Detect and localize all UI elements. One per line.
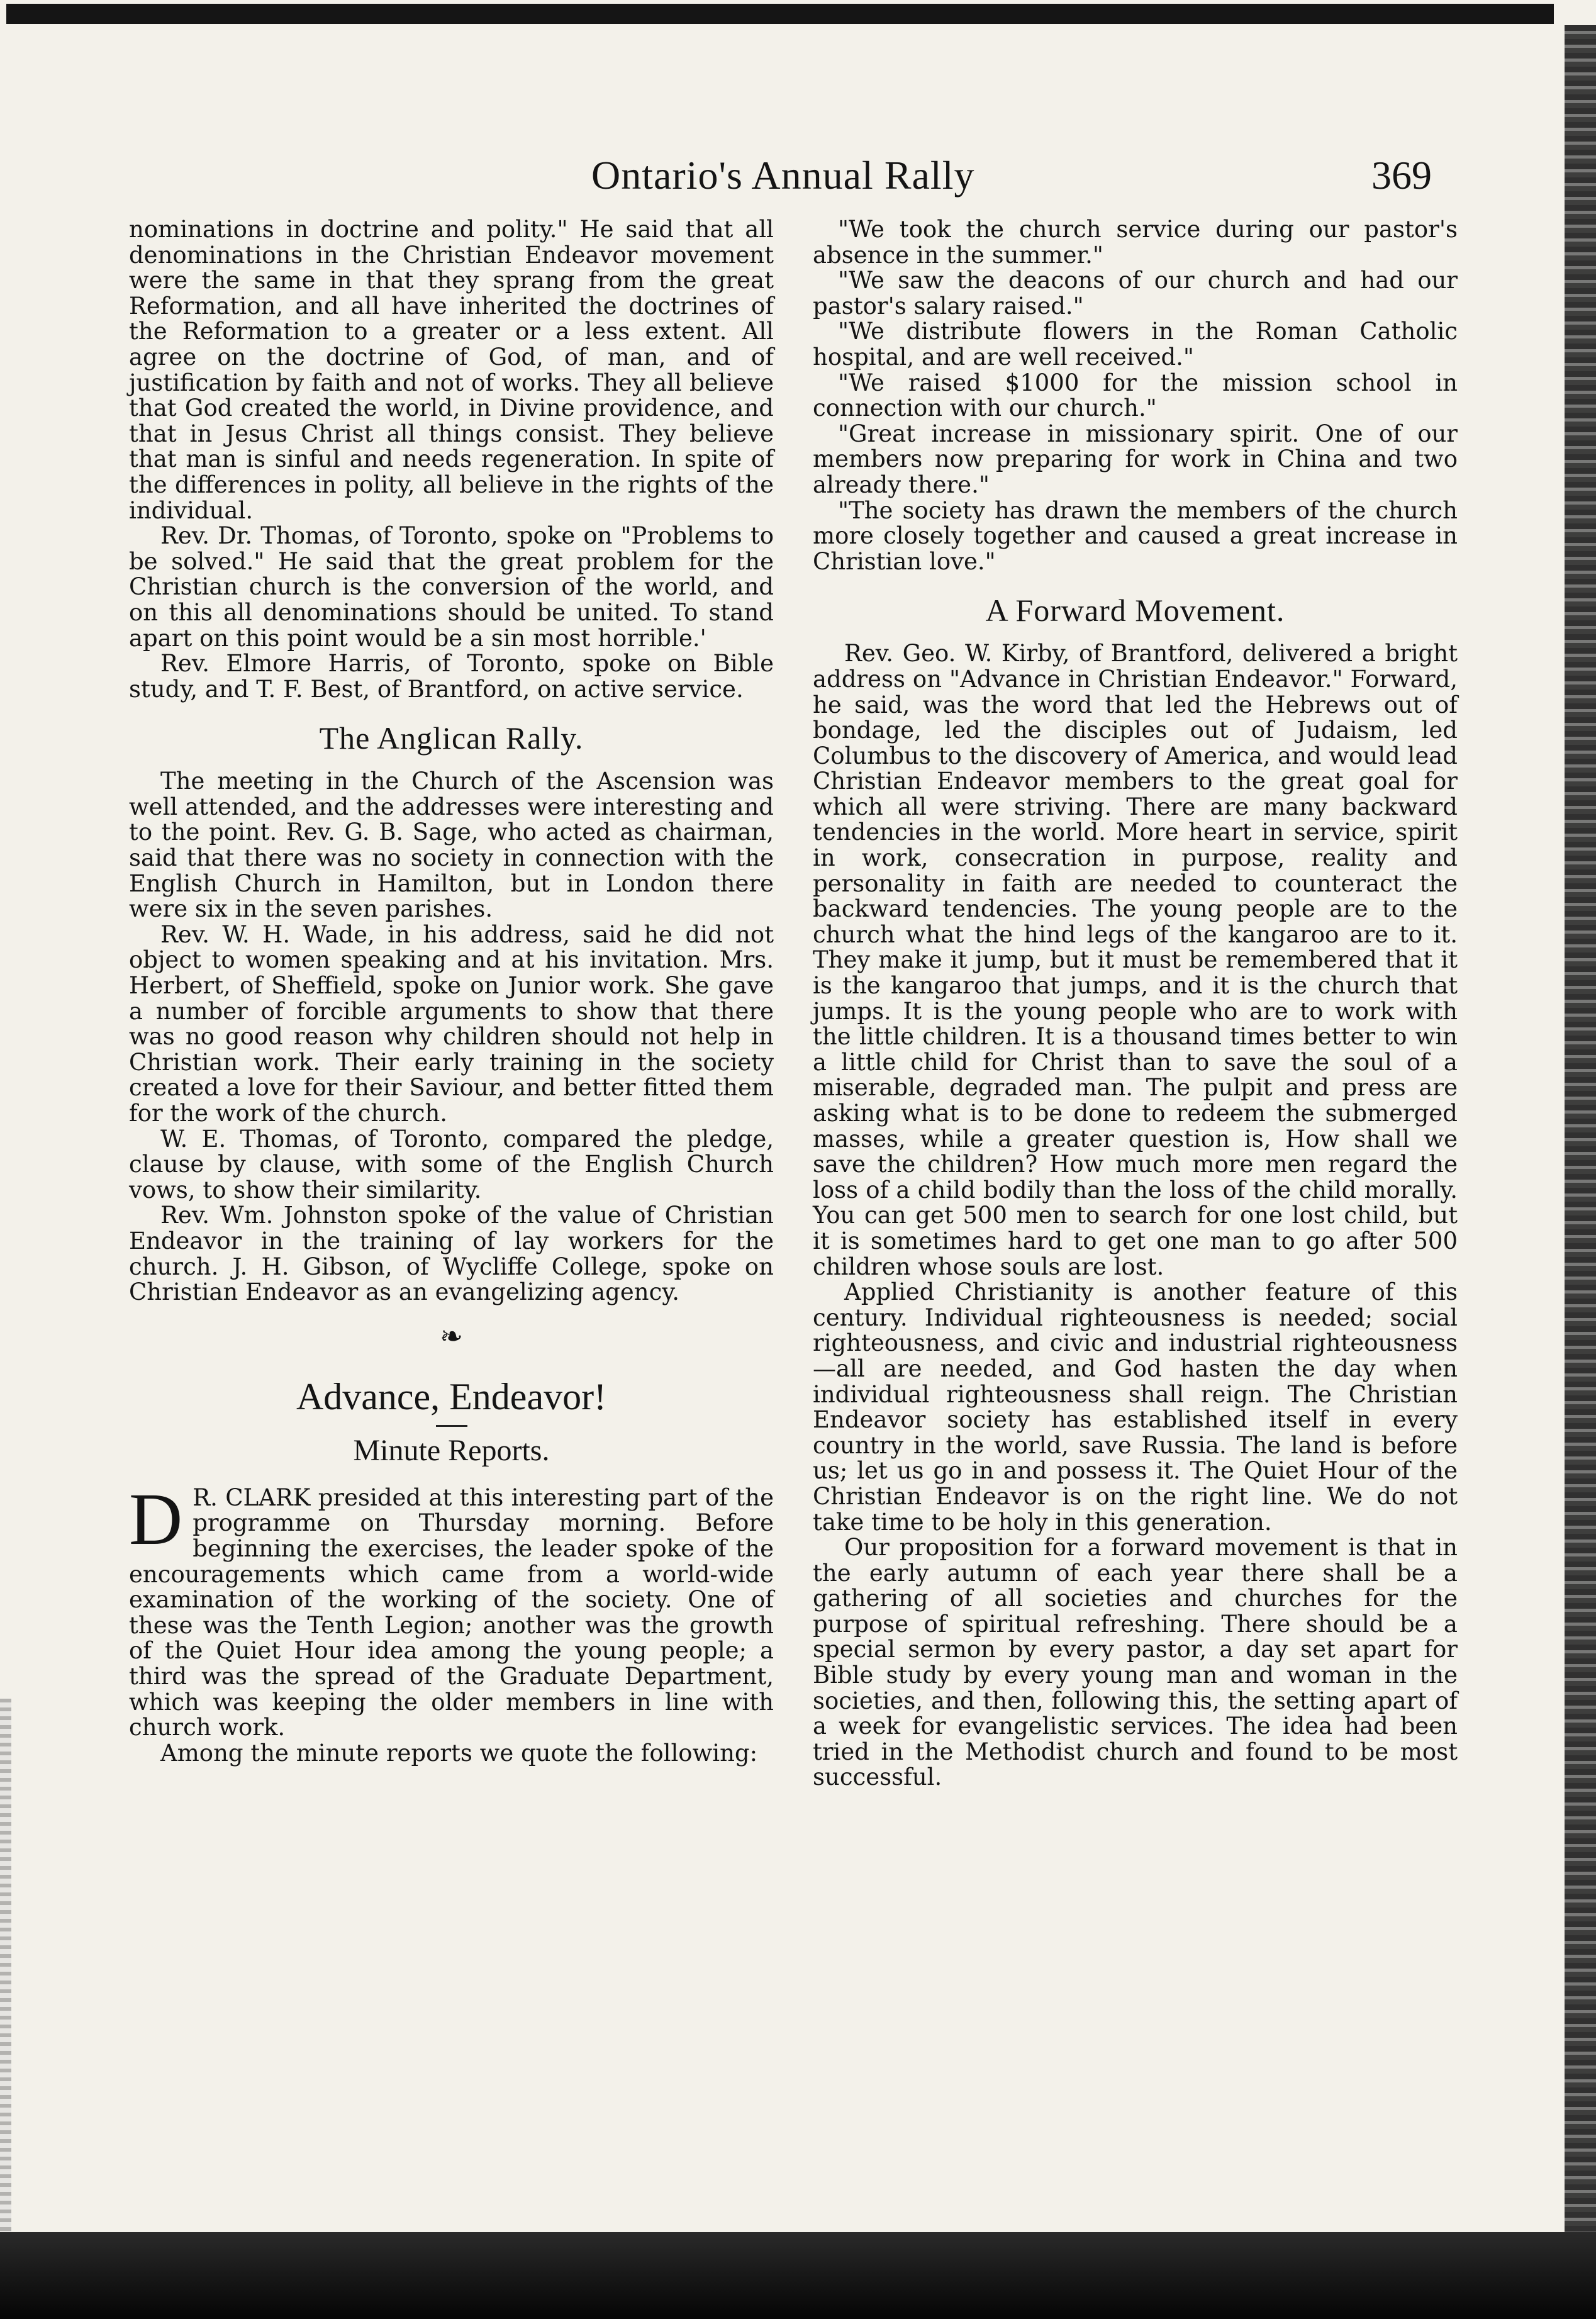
paragraph: Rev. Geo. W. Kirby, of Brantford, delivered a bright address on "Advance in Christian Endeavor." Forward, he said, was the word that led the Hebrews out of bondage, led the disciples out of Judaism, led Columbus to the discovery of America, and would lead Christian Endeavor members to the great goal for which all were striving. There are many backward tendencies in the world. More heart in service, spirit in work, consecration in purpose, reality and personality in faith are needed to counteract the backward tendencies. The young people are to the church what the hind legs of the kangaroo are to it. They make it jump, but it must be remembered that it is the kangaroo that jumps, and it is the church that jumps. It is the young people who are to work with the little children. It is a thousand times better to win a little child for Christ than to save the soul of a miserable, degraded man. The pulpit and press are asking what is to be done to redeem the submerged masses, while a greater question is, How shall we save the children? How much more men regard the loss of a child bodily than the loss of the child morally. You can get 500 men to search for one lost child, but it is sometimes hard to get one man to go after 500 children whose souls are lost.	[813, 640, 1458, 1280]
paragraph: The meeting in the Church of the Ascension was well attended, and the addresses were interesting and to the point. Rev. G. B. Sage, who acted as chairman, said that there was no society in connection with the English Church in Hamilton, but in London there were six in the seven parishes.	[129, 768, 774, 923]
quote-paragraph: "We raised $1000 for the mission school in connection with our church."	[813, 369, 1458, 422]
paragraph: Among the minute reports we quote the following:	[160, 1739, 758, 1767]
bottom-border-rule	[0, 2232, 1596, 2319]
drop-cap: D	[129, 1477, 183, 1560]
paragraph: Rev. Elmore Harris, of Toronto, spoke on Bible study, and T. F. Best, of Brantford, on active service.	[129, 650, 774, 703]
quote-paragraph: "We saw the deacons of our church and had our pastor's salary raised."	[813, 267, 1458, 320]
paragraph: Rev. Wm. Johnston spoke of the value of Christian Endeavor in the training of lay workers for the church. J. H. Gibson, of Wycliffe College, spoke on Christian Endeavor as an evangelizing agency.	[129, 1202, 774, 1306]
paragraph: Applied Christianity is another feature of this century. Individual righteousness is needed; social righteousness, and civic and industrial righteousness—all are needed, and God hasten the day when individual righteousness shall reign. The Christian Endeavor society has established itself in every country in the world, save Russia. The land is before us; let us go in and possess it. The Quiet Hour of the Christian Endeavor is on the right line. We do not take time to be holy in this generation.	[813, 1278, 1458, 1536]
section-heading-forward: A Forward Movement.	[985, 593, 1285, 629]
article-subtitle: Minute Reports.	[353, 1433, 550, 1467]
paragraph: Rev. W. H. Wade, in his address, said he did not object to women speaking and at his invitation. Mrs. Herbert, of Sheffield, spoke on Junior work. She gave a number of forcible arguments to show that there was no good reason why children should not help in Christian work. Their early training in the society created a love for their Saviour, and better fitted them for the work of the church.	[129, 920, 774, 1127]
paragraph: nominations in doctrine and polity." He said that all denominations in the Christian Endeavor movement were the same in that they sprang from the great Reformation, and all have inherited the doctrines of the Reformation to a greater or a less extent. All agree on the doctrine of God, of man, and of justification by faith and not of works. They all believe that God created the world, in Divine providence, and that in Jesus Christ all things consist. They believe that man is sinful and needs regeneration. In spite of the differences in polity, all believe in the rights of the individual.	[129, 216, 774, 524]
ornament-icon: ❧	[440, 1320, 463, 1353]
paragraph: Our proposition for a forward movement is that in the early autumn of each year there shall be a gathering of all societies and churches for the purpose of spiritual refreshing. There should be a special sermon by every pastor, a day set apart for Bible study by every young man and woman in the societies, and then, following this, the setting apart of a week for evangelistic services. The idea had been tried in the Methodist church and found to be most successful.	[813, 1534, 1458, 1791]
article-title: Advance, Endeavor!	[296, 1375, 607, 1417]
quote-paragraph: "The society has drawn the members of the church more closely together and caused a great increase in Christian love."	[813, 496, 1458, 575]
paragraph: R. CLARK presided at this interesting part of the programme on Thursday morning. Before beginning the exercises, the leader spoke of the encouragements which came from a world-wide examination of the working of the society. One of these was the Tenth Legion; another was the growth of the Quiet Hour idea among the young people; a third was the spread of the Graduate Department, which was keeping the older members in line with church work.	[129, 1484, 774, 1741]
quote-paragraph: "Great increase in missionary spirit. One of our members now preparing for work in China and two already there."	[813, 420, 1458, 498]
title-divider	[436, 1425, 467, 1427]
left-column	[129, 217, 774, 1766]
paragraph: Rev. Dr. Thomas, of Toronto, spoke on "Problems to be solved." He said that the great problem for the Christian church is the conversion of the world, and on this all denominations should be united. To stand apart on this point would be a sin most horrible.'	[129, 522, 774, 652]
page-number: 369	[1371, 153, 1432, 198]
paragraph: W. E. Thomas, of Toronto, compared the pledge, clause by clause, with some of the English Church vows, to show their similarity.	[129, 1125, 774, 1204]
right-column	[813, 217, 1458, 1791]
running-title: Ontario's Annual Rally	[591, 153, 975, 198]
quote-paragraph: "We distribute flowers in the Roman Catholic hospital, and are well received."	[813, 318, 1458, 371]
section-heading-anglican: The Anglican Rally.	[319, 720, 584, 756]
quote-paragraph: "We took the church service during our pastor's absence in the summer."	[813, 216, 1458, 269]
top-border-rule	[6, 4, 1554, 24]
page-edge-shadow	[1565, 25, 1596, 2233]
page-edge-shadow-left	[0, 1699, 11, 2233]
